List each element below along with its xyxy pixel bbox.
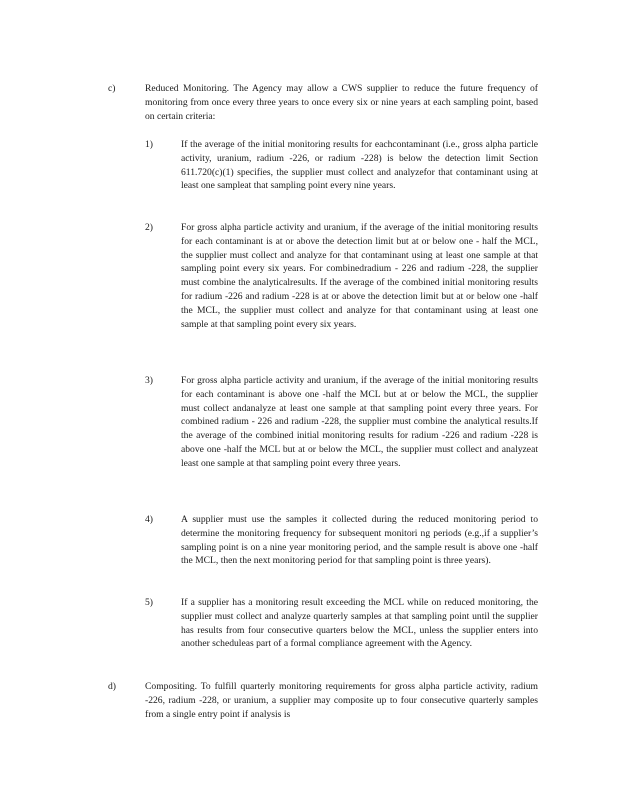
subparagraph-1-text: If the average of the initial monitoring results for eachcontaminant (i.e., gross alpha particle activity, uranium, radium -226, or radium -228) is below the detection limit Section 611.720(c)(1) specifies, the supplier must collect and analyzefor that contaminant using at least one sampleat that sampling point every nine years.: [181, 139, 538, 192]
subparagraph-1-label: 1): [145, 139, 153, 150]
subparagraph-2: [145, 221, 538, 331]
subparagraph-3-text: For gross alpha particle activity and uranium, if the average of the initial monitoring results for each contaminant is above one -half the MCL but at or below the MCL, the supplier must collect andanalyze at least one sample at that sampling point every three years. For combined radium - 226 and radium -228, the supplier must combine the analytical results.If the average of the combined initial monitoring results for radium -226 and radium -228 is above one -half the MCL but at or below the MCL, the supplier must collect and analyzeat least one sample at that sampling point every three years.: [181, 375, 538, 469]
subparagraph-1: [145, 138, 538, 193]
subparagraph-5-text: If a supplier has a monitoring result exceeding the MCL while on reduced monitoring, the supplier must collect and analyze quarterly samples at that sampling point until the supplier has results from four consecutive quarters below the MCL, unless the supplier enters into another scheduleas part of a formal compliance agreement with the Agency.: [181, 597, 538, 650]
subparagraph-4: [145, 513, 538, 568]
paragraph-d: [108, 680, 538, 721]
subparagraph-3: [145, 374, 538, 471]
paragraph-c: [108, 82, 538, 123]
paragraph-d-text: Compositing. To fulfill quarterly monitoring requirements for gross alpha particle activity, radium -226, radium -228, or uranium, a supplier may composite up to four consecutive quarterly samples from a single entry point if analysis is: [145, 681, 538, 720]
subparagraph-4-text: A supplier must use the samples it collected during the reduced monitoring period to determine the monitoring frequency for subsequent monitori ng periods (e.g.,if a supplier’s sampling point is on a nine year monitoring period, and the sample result is above one -half the MCL, then the next monitoring period for that sampling point is three years).: [181, 514, 538, 567]
paragraph-c-label: c): [108, 83, 116, 94]
subparagraph-2-text: For gross alpha particle activity and uranium, if the average of the initial monitoring results for each contaminant is at or above the detection limit but at or below one - half the MCL, the supplier must collect and analyze for that contaminant using at least one sample at that sampling point every six years. For combinedradium - 226 and radium -228, the supplier must combine the analyticalresults. If the average of the combined initial monitoring results for radium -226 and radium -228 is at or above the detection limit but at or below one -half the MCL, the supplier must collect and analyze for that contaminant using at least one sample at that sampling point every six years.: [181, 222, 538, 330]
paragraph-c-text: Reduced Monitoring. The Agency may allow a CWS supplier to reduce the future frequency of monitoring from once every three years to once every six or nine years at each sampling point, based on certain criteria:: [145, 83, 538, 122]
subparagraph-5-label: 5): [145, 597, 153, 608]
subparagraph-5: [145, 596, 538, 651]
subparagraph-3-label: 3): [145, 375, 153, 386]
subparagraph-4-label: 4): [145, 514, 153, 525]
subparagraph-2-label: 2): [145, 222, 153, 233]
paragraph-d-label: d): [108, 681, 116, 692]
